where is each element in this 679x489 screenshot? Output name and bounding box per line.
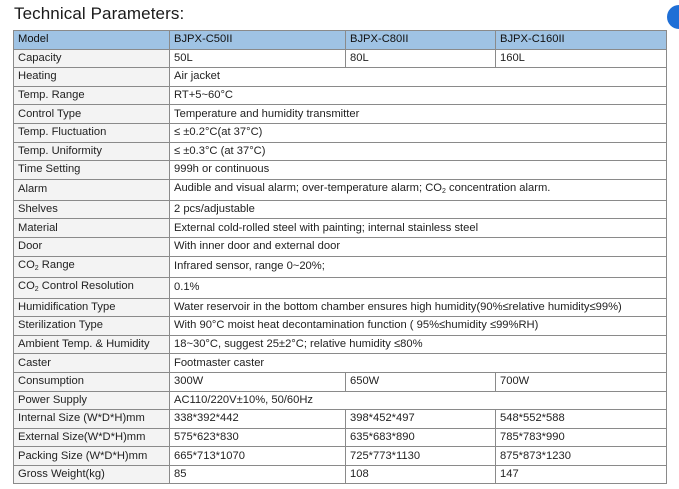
cell-value: 160L <box>496 49 667 68</box>
table-row <box>14 372 667 391</box>
table-row <box>14 391 667 410</box>
cell-value: Temperature and humidity transmitter <box>170 105 667 124</box>
cell-value: 147 <box>496 465 667 484</box>
row-label: Alarm <box>14 179 170 200</box>
cell-value: 300W <box>170 372 346 391</box>
row-label: Control Type <box>14 105 170 124</box>
table-row <box>14 179 667 200</box>
subscript-2: 2 <box>34 264 39 272</box>
header-row <box>14 31 667 50</box>
row-label: Consumption <box>14 372 170 391</box>
table-row <box>14 49 667 68</box>
table-row <box>14 428 667 447</box>
table-row <box>14 465 667 484</box>
cell-value: 700W <box>496 372 667 391</box>
cell-value: ≤ ±0.2°C(at 37°C) <box>170 123 667 142</box>
header-model: Model <box>14 31 170 50</box>
table-row <box>14 277 667 298</box>
table-row <box>14 68 667 87</box>
table-row <box>14 256 667 277</box>
header-model-2: BJPX-C80II <box>346 31 496 50</box>
row-label: Sterilization Type <box>14 317 170 336</box>
cell-value: RT+5~60°C <box>170 86 667 105</box>
cell-value: 650W <box>346 372 496 391</box>
row-label: Internal Size (W*D*H)mm <box>14 410 170 429</box>
cell-value: With inner door and external door <box>170 237 667 256</box>
row-label: Material <box>14 219 170 238</box>
table-row <box>14 219 667 238</box>
row-label: Temp. Range <box>14 86 170 105</box>
cell-value: 85 <box>170 465 346 484</box>
cell-value: 108 <box>346 465 496 484</box>
corner-badge[interactable] <box>667 5 679 29</box>
row-label: Time Setting <box>14 161 170 180</box>
table-row <box>14 123 667 142</box>
co2-label-start: CO <box>18 279 35 292</box>
co2-label-end: Range <box>38 258 75 271</box>
row-label: Power Supply <box>14 391 170 410</box>
row-label: Heating <box>14 68 170 87</box>
alarm-text-end: concentration alarm. <box>445 181 551 194</box>
subscript-2: 2 <box>34 285 39 293</box>
row-label: Humidification Type <box>14 298 170 317</box>
row-label: Door <box>14 237 170 256</box>
cell-value: 635*683*890 <box>346 428 496 447</box>
cell-value: ≤ ±0.3°C (at 37°C) <box>170 142 667 161</box>
cell-value: Footmaster caster <box>170 354 667 373</box>
row-label: Temp. Uniformity <box>14 142 170 161</box>
table-row <box>14 86 667 105</box>
row-label: Shelves <box>14 200 170 219</box>
cell-value: AC110/220V±10%, 50/60Hz <box>170 391 667 410</box>
table-row <box>14 237 667 256</box>
cell-value: 50L <box>170 49 346 68</box>
row-label: Packing Size (W*D*H)mm <box>14 447 170 466</box>
cell-value: 398*452*497 <box>346 410 496 429</box>
cell-value: 875*873*1230 <box>496 447 667 466</box>
cell-value: 725*773*1130 <box>346 447 496 466</box>
table-row <box>14 410 667 429</box>
alarm-text-start: Audible and visual alarm; over-temperature alarm; CO <box>174 181 442 194</box>
table-row <box>14 142 667 161</box>
cell-value: 2 pcs/adjustable <box>170 200 667 219</box>
cell-value: 999h or continuous <box>170 161 667 180</box>
row-label: Ambient Temp. & Humidity <box>14 335 170 354</box>
row-label: Caster <box>14 354 170 373</box>
cell-value <box>170 179 667 200</box>
co2-label-end: Control Resolution <box>38 279 134 292</box>
table-row <box>14 354 667 373</box>
table-row <box>14 161 667 180</box>
row-label: Gross Weight(kg) <box>14 465 170 484</box>
cell-value: Air jacket <box>170 68 667 87</box>
subscript-2: 2 <box>442 187 446 195</box>
row-label <box>14 256 170 277</box>
row-label: Temp. Fluctuation <box>14 123 170 142</box>
spec-table <box>13 30 667 484</box>
table-row <box>14 335 667 354</box>
cell-value: External cold-rolled steel with painting; internal stainless steel <box>170 219 667 238</box>
table-row <box>14 447 667 466</box>
cell-value: 665*713*1070 <box>170 447 346 466</box>
cell-value: Infrared sensor, range 0~20%; <box>170 256 667 277</box>
header-model-1: BJPX-C50II <box>170 31 346 50</box>
header-model-3: BJPX-C160II <box>496 31 667 50</box>
co2-label-start: CO <box>18 258 35 271</box>
cell-value: 575*623*830 <box>170 428 346 447</box>
row-label: External Size(W*D*H)mm <box>14 428 170 447</box>
table-row <box>14 200 667 219</box>
row-label <box>14 277 170 298</box>
table-row <box>14 317 667 336</box>
cell-value: 785*783*990 <box>496 428 667 447</box>
cell-value: 18~30°C, suggest 25±2°C; relative humidity ≤80% <box>170 335 667 354</box>
cell-value: 338*392*442 <box>170 410 346 429</box>
cell-value: Water reservoir in the bottom chamber ensures high humidity(90%≤relative humidity≤99%) <box>170 298 667 317</box>
row-label: Capacity <box>14 49 170 68</box>
table-row <box>14 105 667 124</box>
cell-value: With 90°C moist heat decontamination function ( 95%≤humidity ≤99%RH) <box>170 317 667 336</box>
page-title: Technical Parameters: <box>14 4 185 23</box>
cell-value: 80L <box>346 49 496 68</box>
table-row <box>14 298 667 317</box>
cell-value: 0.1% <box>170 277 667 298</box>
cell-value: 548*552*588 <box>496 410 667 429</box>
